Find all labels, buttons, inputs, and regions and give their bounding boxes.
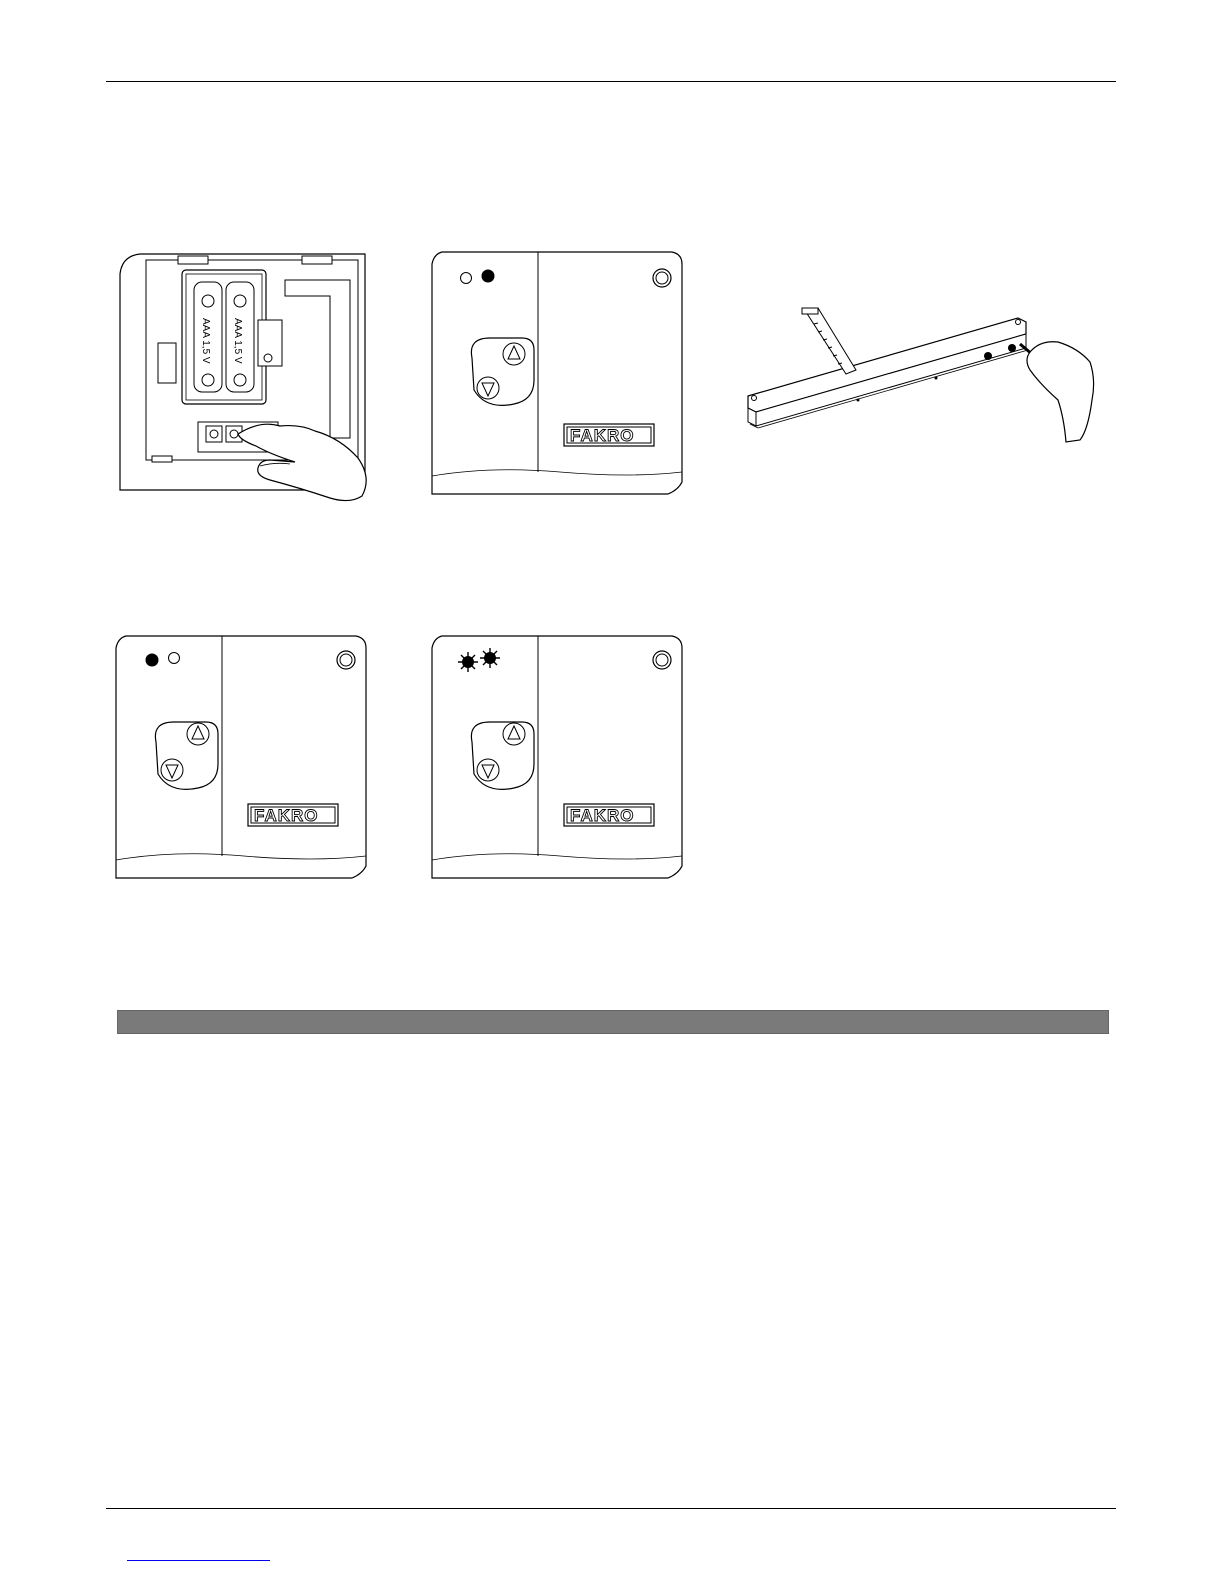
led-1 bbox=[146, 654, 158, 666]
actuator-figure bbox=[740, 300, 1095, 460]
led-2-blinking bbox=[480, 648, 500, 668]
battery-compartment-figure bbox=[110, 248, 380, 510]
led-1-blinking bbox=[458, 652, 478, 672]
battery-label-1: AAA 1,5 V bbox=[200, 318, 211, 364]
led-2 bbox=[169, 653, 180, 664]
footer-link[interactable] bbox=[127, 1560, 270, 1561]
brand-logo-5: FAKRO bbox=[570, 806, 635, 825]
led-2 bbox=[482, 270, 494, 282]
battery-label-2: AAA 1,5 V bbox=[232, 318, 243, 364]
header-rule bbox=[106, 81, 1116, 82]
led-1 bbox=[461, 273, 472, 284]
remote-figure-4 bbox=[114, 634, 370, 884]
remote-figure-5 bbox=[430, 634, 686, 884]
footer-rule bbox=[106, 1508, 1116, 1509]
brand-logo-2: FAKRO bbox=[570, 426, 635, 445]
brand-logo-4: FAKRO bbox=[254, 806, 319, 825]
remote-figure-2 bbox=[430, 250, 686, 500]
section-header-bar bbox=[117, 1010, 1109, 1034]
